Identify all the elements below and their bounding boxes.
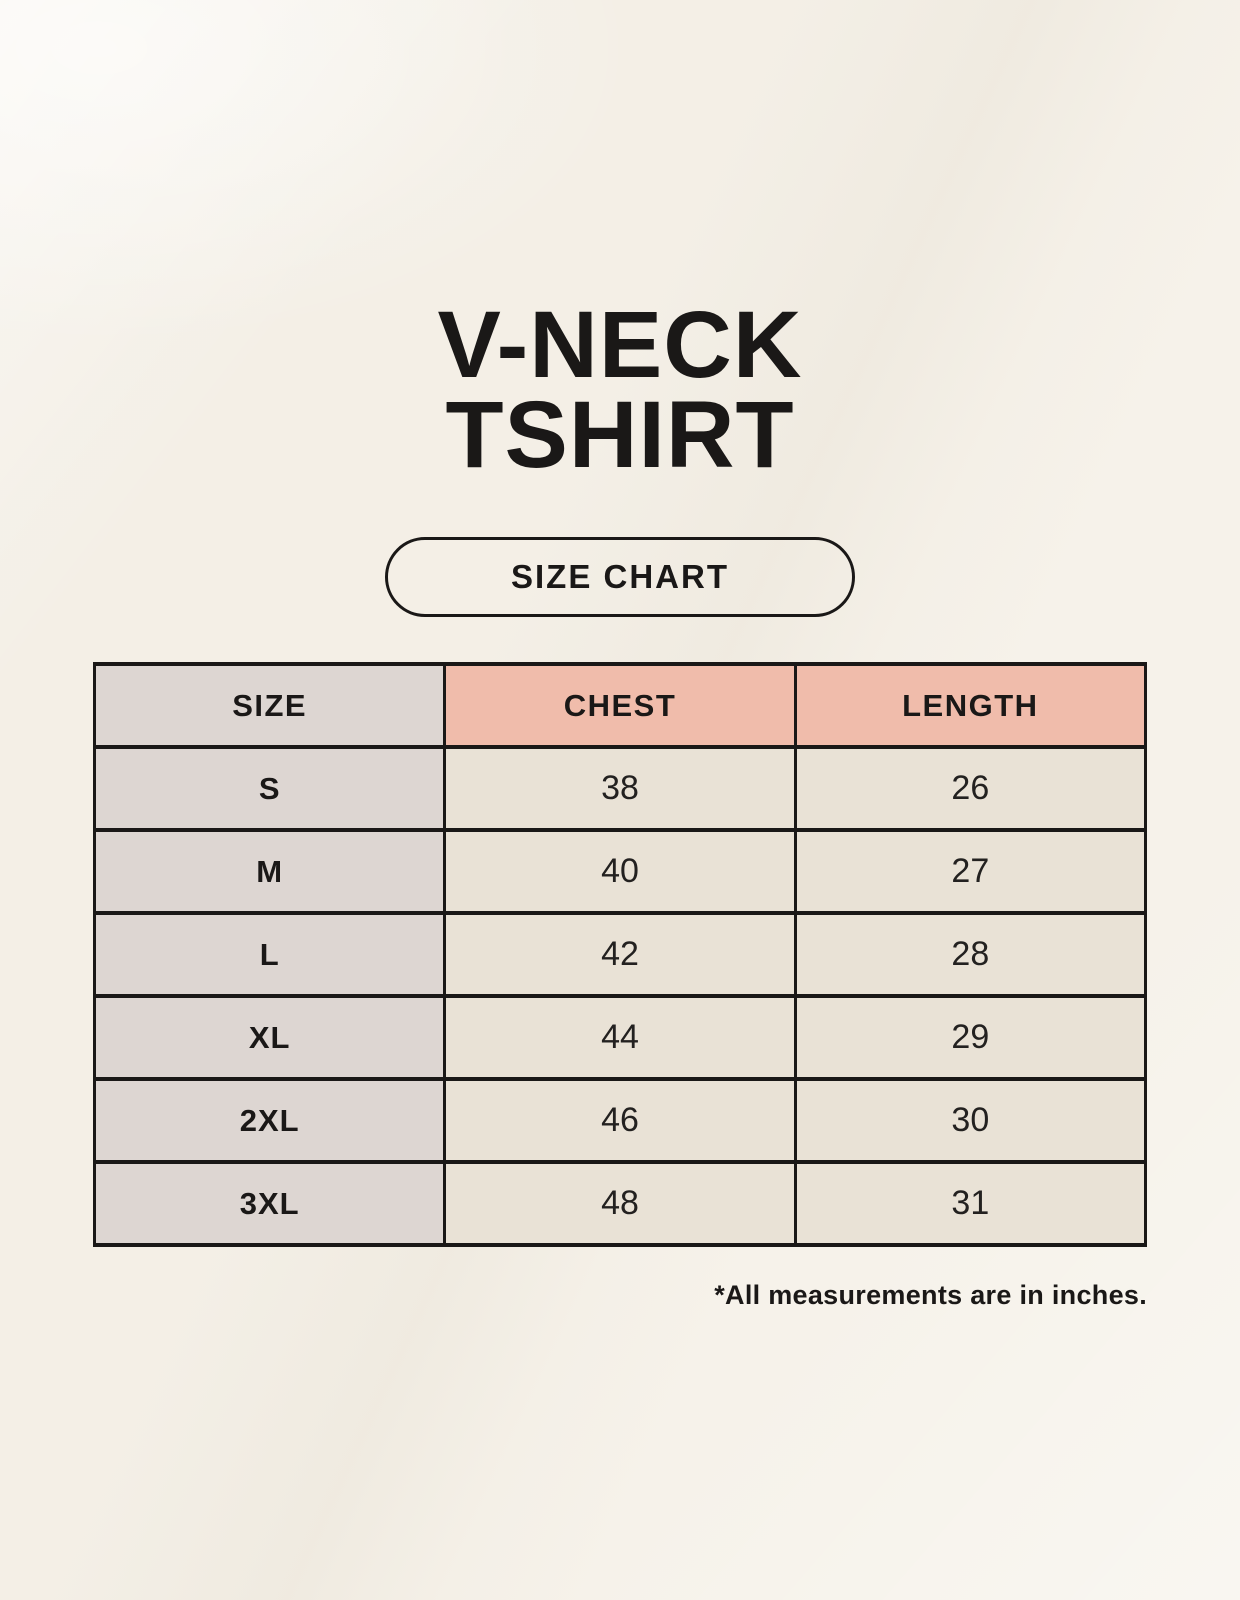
- table-row-l: [95, 913, 1146, 996]
- chest-value: 46: [445, 1079, 795, 1162]
- size-chart-badge: [385, 537, 855, 617]
- size-label: 2XL: [95, 1079, 445, 1162]
- measurement-footnote: *All measurements are in inches.: [714, 1280, 1147, 1310]
- length-value: 31: [795, 1162, 1145, 1245]
- size-label: XL: [95, 996, 445, 1079]
- column-header-size: SIZE: [95, 664, 445, 747]
- chest-value: 38: [445, 747, 795, 830]
- chest-value: 44: [445, 996, 795, 1079]
- size-table-header-row: [95, 664, 1146, 747]
- product-title: [0, 292, 1240, 488]
- column-header-length: LENGTH: [795, 664, 1145, 747]
- size-chart-badge-label: SIZE CHART: [511, 558, 729, 595]
- table-row-s: [95, 747, 1146, 830]
- length-value: 26: [795, 747, 1145, 830]
- length-value: 27: [795, 830, 1145, 913]
- product-title-line-1: V-NECK: [437, 292, 803, 398]
- length-value: 29: [795, 996, 1145, 1079]
- length-value: 28: [795, 913, 1145, 996]
- table-row-2xl: [95, 1079, 1146, 1162]
- product-title-line-2: TSHIRT: [445, 382, 795, 488]
- size-table: [93, 662, 1147, 1247]
- table-row-m: [95, 830, 1146, 913]
- column-header-chest: CHEST: [445, 664, 795, 747]
- table-row-xl: [95, 996, 1146, 1079]
- length-value: 30: [795, 1079, 1145, 1162]
- size-label: 3XL: [95, 1162, 445, 1245]
- chest-value: 40: [445, 830, 795, 913]
- chest-value: 48: [445, 1162, 795, 1245]
- size-label: L: [95, 913, 445, 996]
- chest-value: 42: [445, 913, 795, 996]
- size-label: M: [95, 830, 445, 913]
- size-label: S: [95, 747, 445, 830]
- table-row-3xl: [95, 1162, 1146, 1245]
